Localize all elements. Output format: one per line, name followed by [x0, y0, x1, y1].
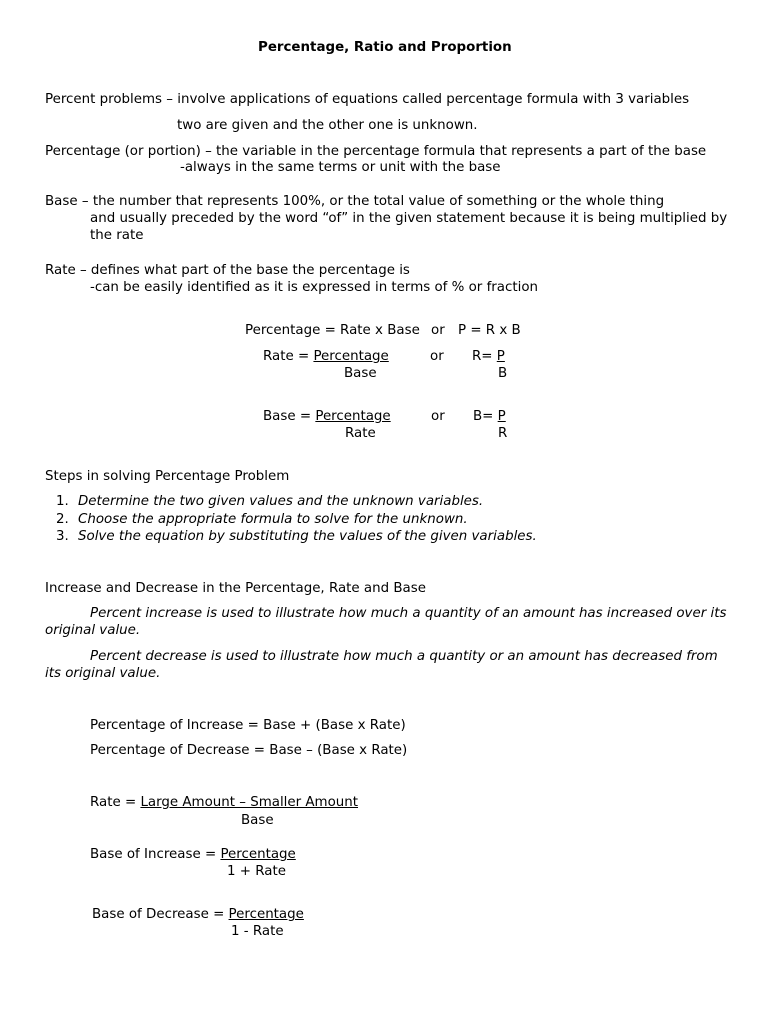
- percentage-definition-cont: -always in the same terms or unit with the base: [180, 160, 501, 175]
- steps-heading: Steps in solving Percentage Problem: [45, 469, 290, 484]
- base-formula-short-denominator: R: [498, 426, 508, 441]
- base-of-decrease-formula: [92, 906, 304, 923]
- increase-decrease-heading: Increase and Decrease in the Percentage, Rate and Base: [45, 581, 426, 596]
- percent-problems-definition-cont: two are given and the other one is unknown.: [177, 118, 478, 133]
- base-formula-numerator: Percentage: [315, 409, 391, 424]
- base-definition-cont: and usually preceded by the word “of” in the given statement because it is being multiplied by: [90, 211, 728, 226]
- percent-problems-definition: Percent problems – involve applications of equations called percentage formula with 3 variables: [45, 92, 690, 107]
- or-label: or: [430, 349, 444, 364]
- step-text: Solve the equation by substituting the values of the given variables.: [78, 529, 537, 544]
- rate-formula-short-denominator: B: [498, 366, 508, 381]
- base-formula: [263, 408, 391, 425]
- base-of-decrease-numerator: Percentage: [228, 907, 304, 922]
- base-of-increase-denominator: 1 + Rate: [227, 864, 286, 879]
- percent-decrease-definition-cont: its original value.: [45, 666, 161, 681]
- base-of-decrease-denominator: 1 - Rate: [231, 924, 284, 939]
- rate-change-denominator: Base: [241, 813, 274, 828]
- percent-increase-definition-cont: original value.: [45, 623, 141, 638]
- base-formula-short: [473, 408, 506, 425]
- rate-formula-denominator: Base: [344, 366, 377, 381]
- step-item: [56, 511, 468, 528]
- or-label: or: [431, 409, 445, 424]
- rate-change-formula: [90, 794, 358, 811]
- rate-change-numerator: Large Amount – Smaller Amount: [140, 795, 359, 810]
- base-of-increase-lhs: Base of Increase =: [90, 847, 221, 862]
- step-text: Choose the appropriate formula to solve for the unknown.: [78, 512, 468, 527]
- rate-formula: [263, 348, 389, 365]
- base-of-decrease-lhs: Base of Decrease =: [92, 907, 229, 922]
- rate-formula-short: [472, 348, 505, 365]
- percentage-formula: Percentage = Rate x Base: [245, 323, 420, 338]
- step-item: [56, 528, 537, 545]
- base-definition: Base – the number that represents 100%, or the total value of something or the whole thing: [45, 194, 665, 209]
- step-item: [56, 493, 483, 510]
- base-of-increase-formula: [90, 846, 296, 863]
- base-formula-lhs: Base =: [263, 409, 316, 424]
- percentage-formula-short: P = R x B: [458, 323, 521, 338]
- rate-formula-lhs: Rate =: [263, 349, 314, 364]
- percentage-definition: Percentage (or portion) – the variable in the percentage formula that represents a part of the base: [45, 144, 707, 159]
- base-formula-denominator: Rate: [345, 426, 376, 441]
- base-formula-short-lhs: B=: [473, 409, 498, 424]
- step-number: 3.: [56, 529, 69, 544]
- base-of-increase-numerator: Percentage: [220, 847, 296, 862]
- or-label: or: [431, 323, 445, 338]
- step-number: 2.: [56, 512, 69, 527]
- percent-increase-definition: Percent increase is used to illustrate how much a quantity of an amount has increased over its: [90, 606, 727, 621]
- base-formula-short-numerator: P: [497, 409, 506, 424]
- percentage-of-decrease-formula: Percentage of Decrease = Base – (Base x Rate): [90, 743, 408, 758]
- rate-definition: Rate – defines what part of the base the percentage is: [45, 263, 410, 278]
- step-number: 1.: [56, 494, 69, 509]
- rate-definition-cont: -can be easily identified as it is expressed in terms of % or fraction: [90, 280, 539, 295]
- percent-decrease-definition: Percent decrease is used to illustrate how much a quantity or an amount has decreased from: [90, 649, 718, 664]
- rate-formula-numerator: Percentage: [313, 349, 389, 364]
- rate-formula-short-lhs: R=: [472, 349, 497, 364]
- page-title: Percentage, Ratio and Proportion: [258, 40, 512, 55]
- rate-formula-short-numerator: P: [496, 349, 505, 364]
- rate-change-lhs: Rate =: [90, 795, 141, 810]
- step-text: Determine the two given values and the unknown variables.: [78, 494, 484, 509]
- percentage-of-increase-formula: Percentage of Increase = Base + (Base x Rate): [90, 718, 406, 733]
- base-definition-cont2: the rate: [90, 228, 144, 243]
